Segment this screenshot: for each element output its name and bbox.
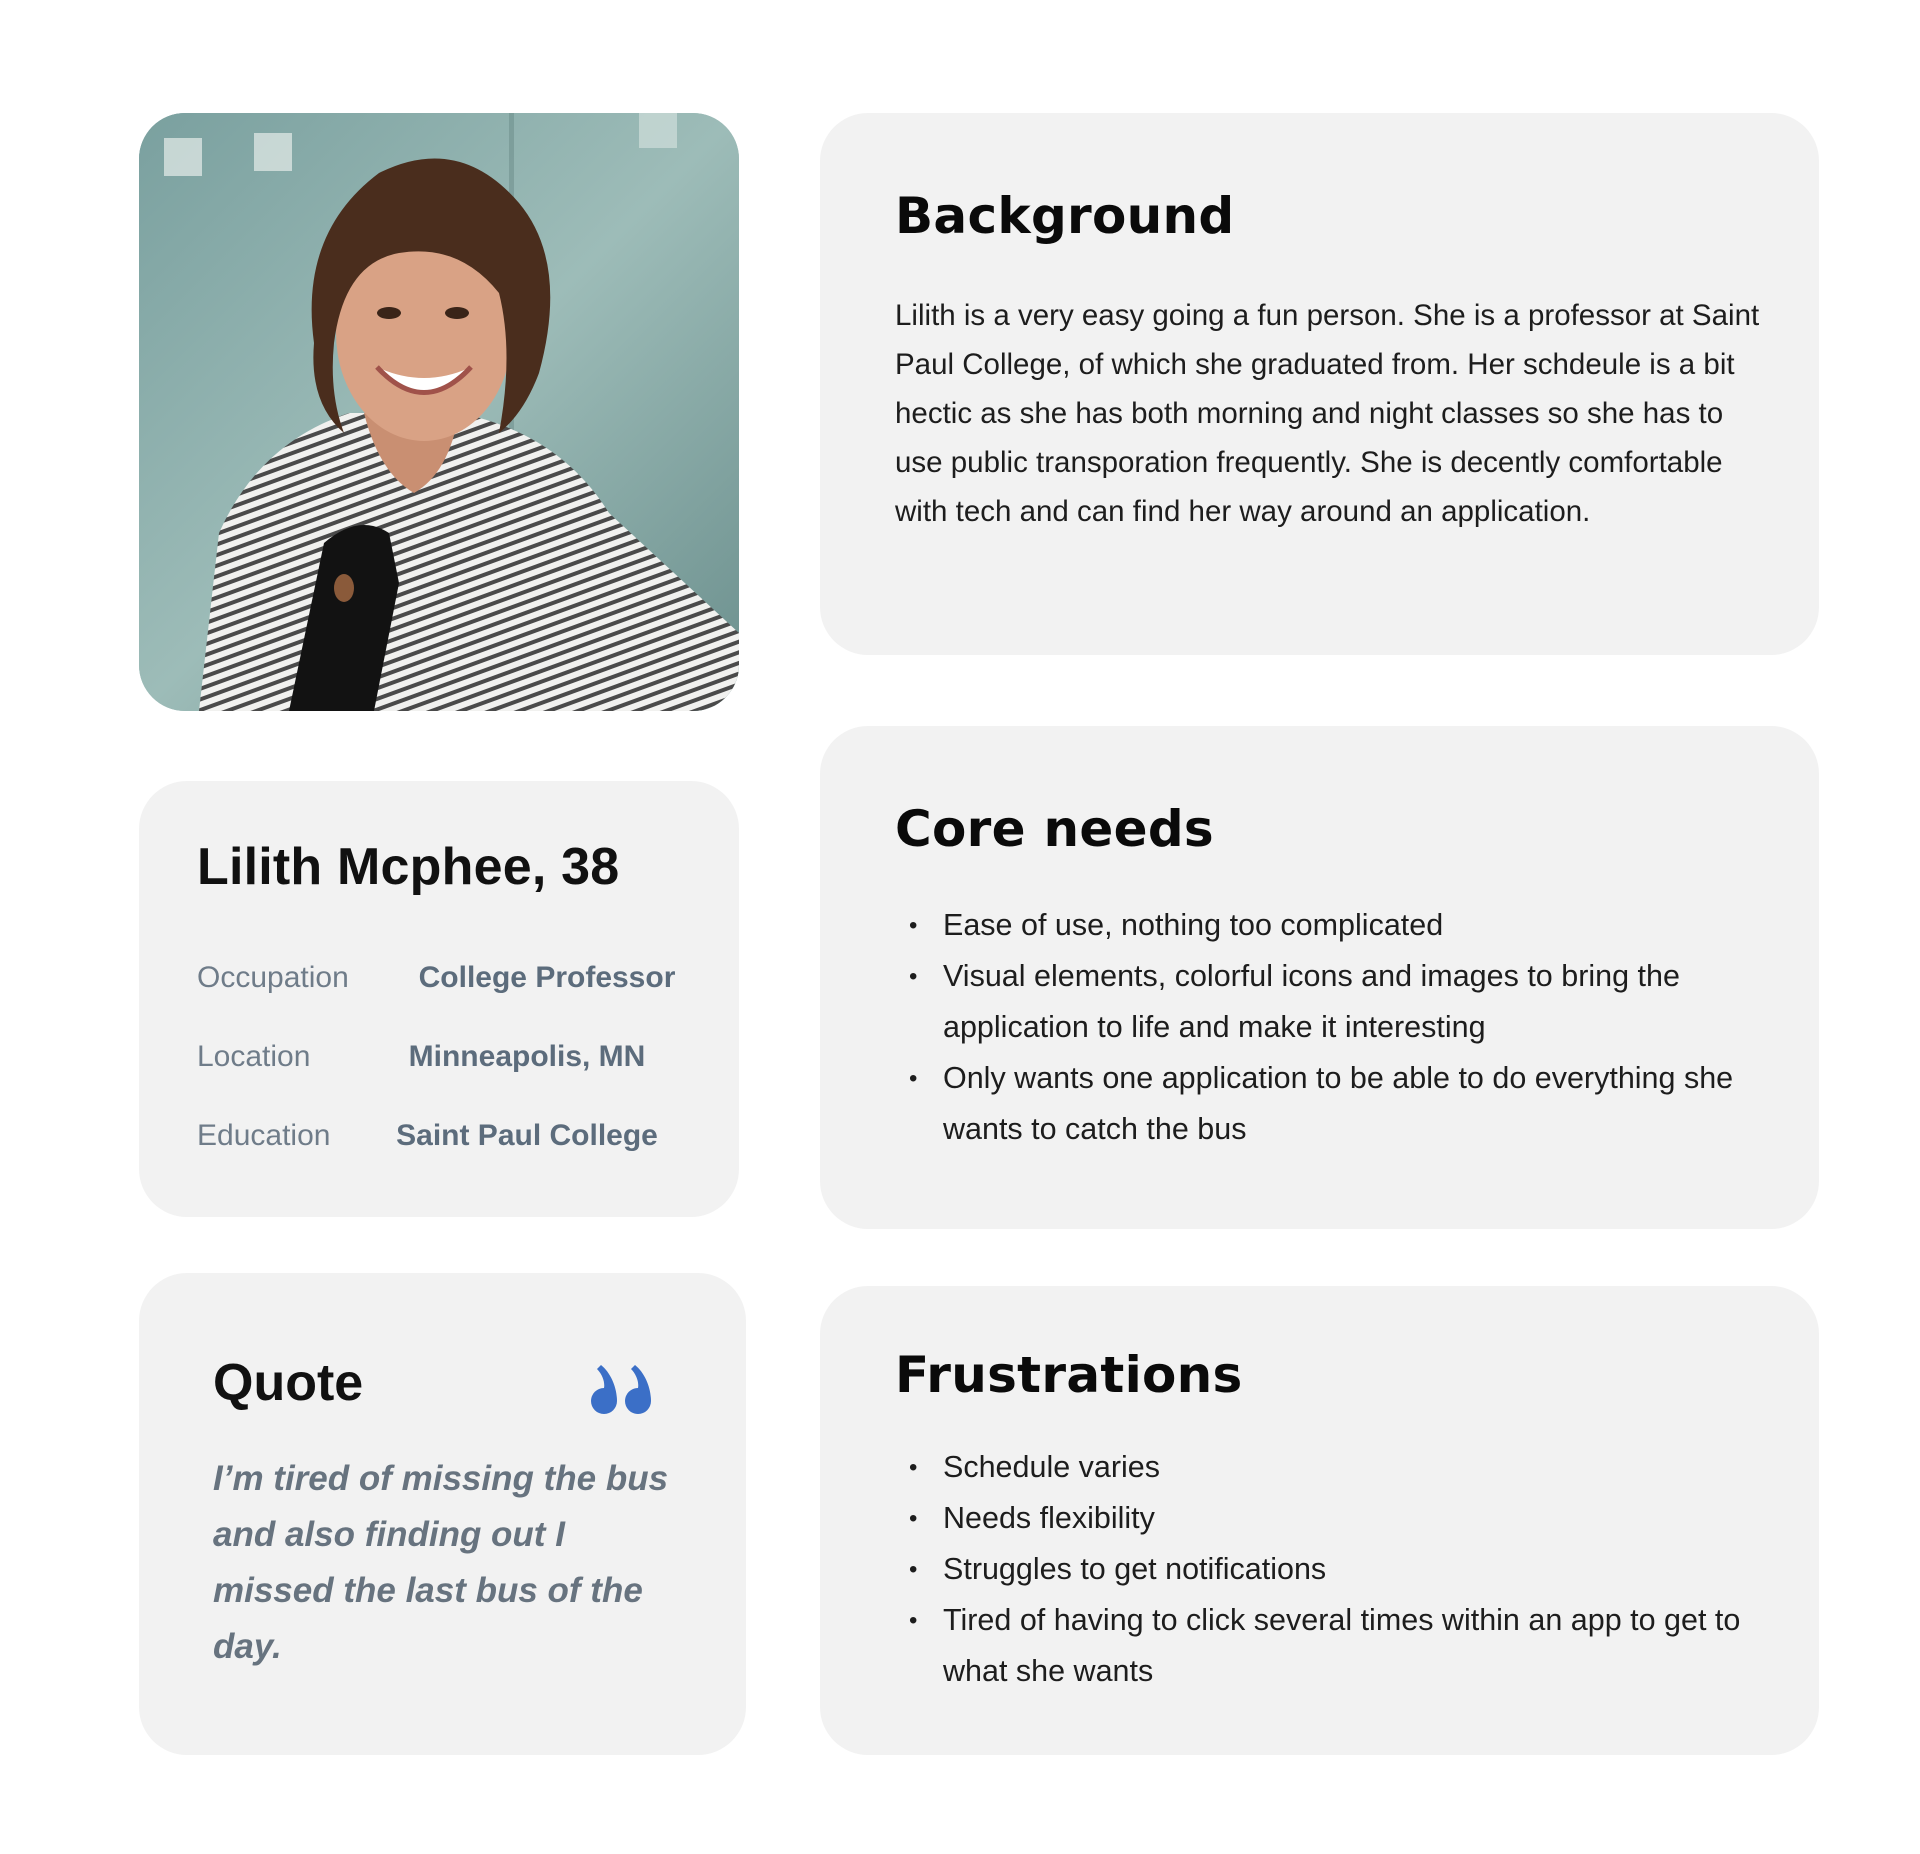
background-title: Background bbox=[895, 187, 1235, 245]
persona-name: Lilith Mcphee, 38 bbox=[197, 838, 620, 896]
list-item: • Ease of use, nothing too complicated bbox=[895, 900, 1765, 951]
quote-title: Quote bbox=[213, 1354, 364, 1412]
persona-photo bbox=[139, 113, 739, 711]
profile-card bbox=[139, 781, 739, 1217]
list-item: • Struggles to get notifications bbox=[895, 1544, 1765, 1595]
list-item: • Needs flexibility bbox=[895, 1493, 1765, 1544]
detail-label: Education bbox=[197, 1119, 331, 1152]
quote-text: I’m tired of missing the bus and also finding out I missed the last bus of the day. bbox=[213, 1459, 669, 1666]
frustrations-title: Frustrations bbox=[895, 1346, 1243, 1404]
detail-row-education bbox=[197, 1119, 697, 1163]
core-needs-list bbox=[895, 900, 1765, 1155]
core-needs-title: Core needs bbox=[895, 800, 1214, 858]
core-needs-card bbox=[820, 726, 1819, 1229]
detail-label: Location bbox=[197, 1040, 311, 1073]
background-card bbox=[820, 113, 1819, 655]
quote-marks-icon bbox=[587, 1363, 655, 1415]
detail-value: Saint Paul College bbox=[396, 1119, 658, 1152]
detail-row-location bbox=[197, 1040, 697, 1084]
detail-row-occupation bbox=[197, 961, 697, 1005]
list-item: • Tired of having to click several times within an app to get to what she wants bbox=[895, 1595, 1765, 1697]
list-item: • Only wants one application to be able to do everything she wants to catch the bus bbox=[895, 1053, 1765, 1155]
frustrations-list bbox=[895, 1442, 1765, 1697]
quote-card bbox=[139, 1273, 746, 1755]
detail-value: College Professor bbox=[418, 961, 676, 994]
background-text: Lilith is a very easy going a fun person. She is a professor at Saint Paul College, of which she graduated from. Her schdeule is a bit hectic as she has both morning and night classes so she has to use public transporation frequently. She is decently comfortable with tech and can find her way around an application. bbox=[895, 299, 1760, 528]
detail-label: Occupation bbox=[197, 961, 349, 994]
detail-value: Minneapolis, MN bbox=[408, 1040, 646, 1073]
list-item: • Visual elements, colorful icons and images to bring the application to life and make it interesting bbox=[895, 951, 1765, 1053]
list-item: • Schedule varies bbox=[895, 1442, 1765, 1493]
persona-portrait-image bbox=[139, 113, 739, 711]
frustrations-card bbox=[820, 1286, 1819, 1755]
